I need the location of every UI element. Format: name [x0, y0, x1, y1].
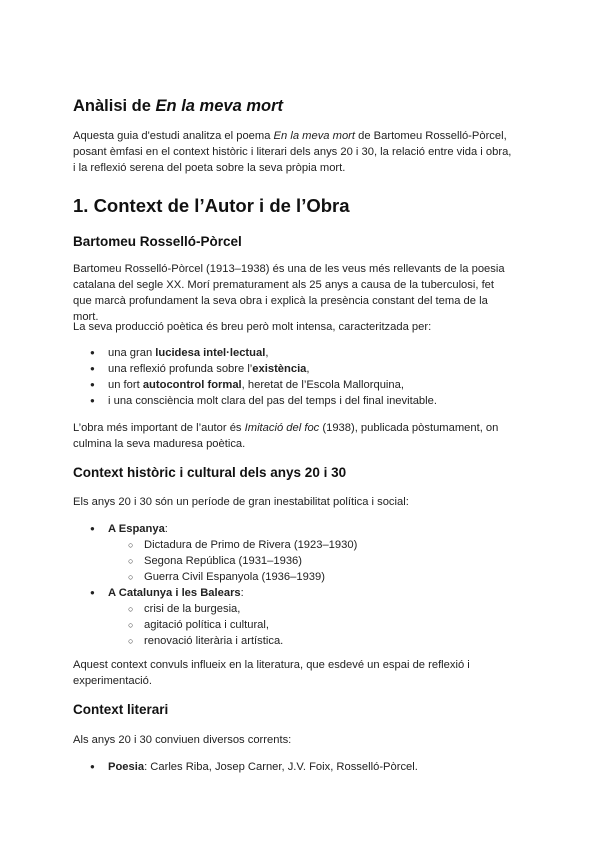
- sublist-item: ○ Segona República (1931–1936): [108, 553, 357, 569]
- document-title: Anàlisi de En la meva mort: [73, 97, 283, 115]
- main-work-paragraph: L’obra més important de l’autor és Imitació del foc (1938), publicada pòstumament, on culmina la seva maduresa poètica.: [73, 422, 499, 450]
- author-heading: Bartomeu Rosselló-Pòrcel: [73, 234, 242, 249]
- author-traits-list: [73, 345, 437, 409]
- sublist-item: ○ Dictadura de Primo de Rivera (1923–1930): [108, 537, 357, 553]
- list-item: ● A Espanya: ○ Dictadura de Primo de Rivera (1923–1930) ○ Segona República (1931–1936) ○ Guerra Civil Espanyola (1936–1939): [73, 521, 357, 585]
- intro-paragraph: Aquesta guia d'estudi analitza el poema En la meva mort de Bartomeu Rosselló-Pòrcel, posant èmfasi en el context històric i literari dels anys 20 i 30, la relació entre vida i obra, i la reflexió serena del poeta sobre la seva pròpia mort.: [73, 130, 512, 174]
- sublist: [108, 537, 357, 585]
- historic-list: [73, 521, 357, 649]
- production-paragraph: La seva producció poètica és breu però molt intensa, caracteritzada per:: [73, 321, 432, 333]
- list-item: ● i una consciència molt clara del pas del temps i del final inevitable.: [73, 393, 437, 409]
- sublist: [108, 601, 357, 649]
- sublist-item: ○ renovació literària i artística.: [108, 633, 357, 649]
- historic-outro: Aquest context convuls influeix en la literatura, que esdevé un espai de reflexió i experimentació.: [73, 659, 470, 687]
- list-item: ● una reflexió profunda sobre l’existència,: [73, 361, 437, 377]
- sublist-item: ○ crisi de la burgesia,: [108, 601, 357, 617]
- sublist-item: ○ agitació política i cultural,: [108, 617, 357, 633]
- literary-heading: Context literari: [73, 702, 169, 717]
- author-paragraph: Bartomeu Rosselló-Pòrcel (1913–1938) és una de les veus més rellevants de la poesia catalana del segle XX. Morí prematurament als 25 anys a causa de la tuberculosi, fet que marcà profundament la seva obra i explicà la presència constant del tema de la mort.: [73, 263, 505, 323]
- historic-heading: Context històric i cultural dels anys 20 i 30: [73, 465, 347, 480]
- list-item: ● una gran lucidesa intel·lectual,: [73, 345, 437, 361]
- literary-list: [73, 759, 418, 775]
- literary-intro: Als anys 20 i 30 conviuen diversos corrents:: [73, 734, 292, 746]
- historic-intro: Els anys 20 i 30 són un període de gran inestabilitat política i social:: [73, 496, 409, 508]
- list-item: ● A Catalunya i les Balears: ○ crisi de la burgesia, ○ agitació política i cultural, ○ renovació literària i artística.: [73, 585, 357, 649]
- list-item: ● un fort autocontrol formal, heretat de l’Escola Mallorquina,: [73, 377, 437, 393]
- section-title: 1. Context de l’Autor i de l’Obra: [73, 195, 350, 216]
- sublist-item: ○ Guerra Civil Espanyola (1936–1939): [108, 569, 357, 585]
- list-item: ● Poesia: Carles Riba, Josep Carner, J.V. Foix, Rosselló-Pòrcel.: [73, 759, 418, 775]
